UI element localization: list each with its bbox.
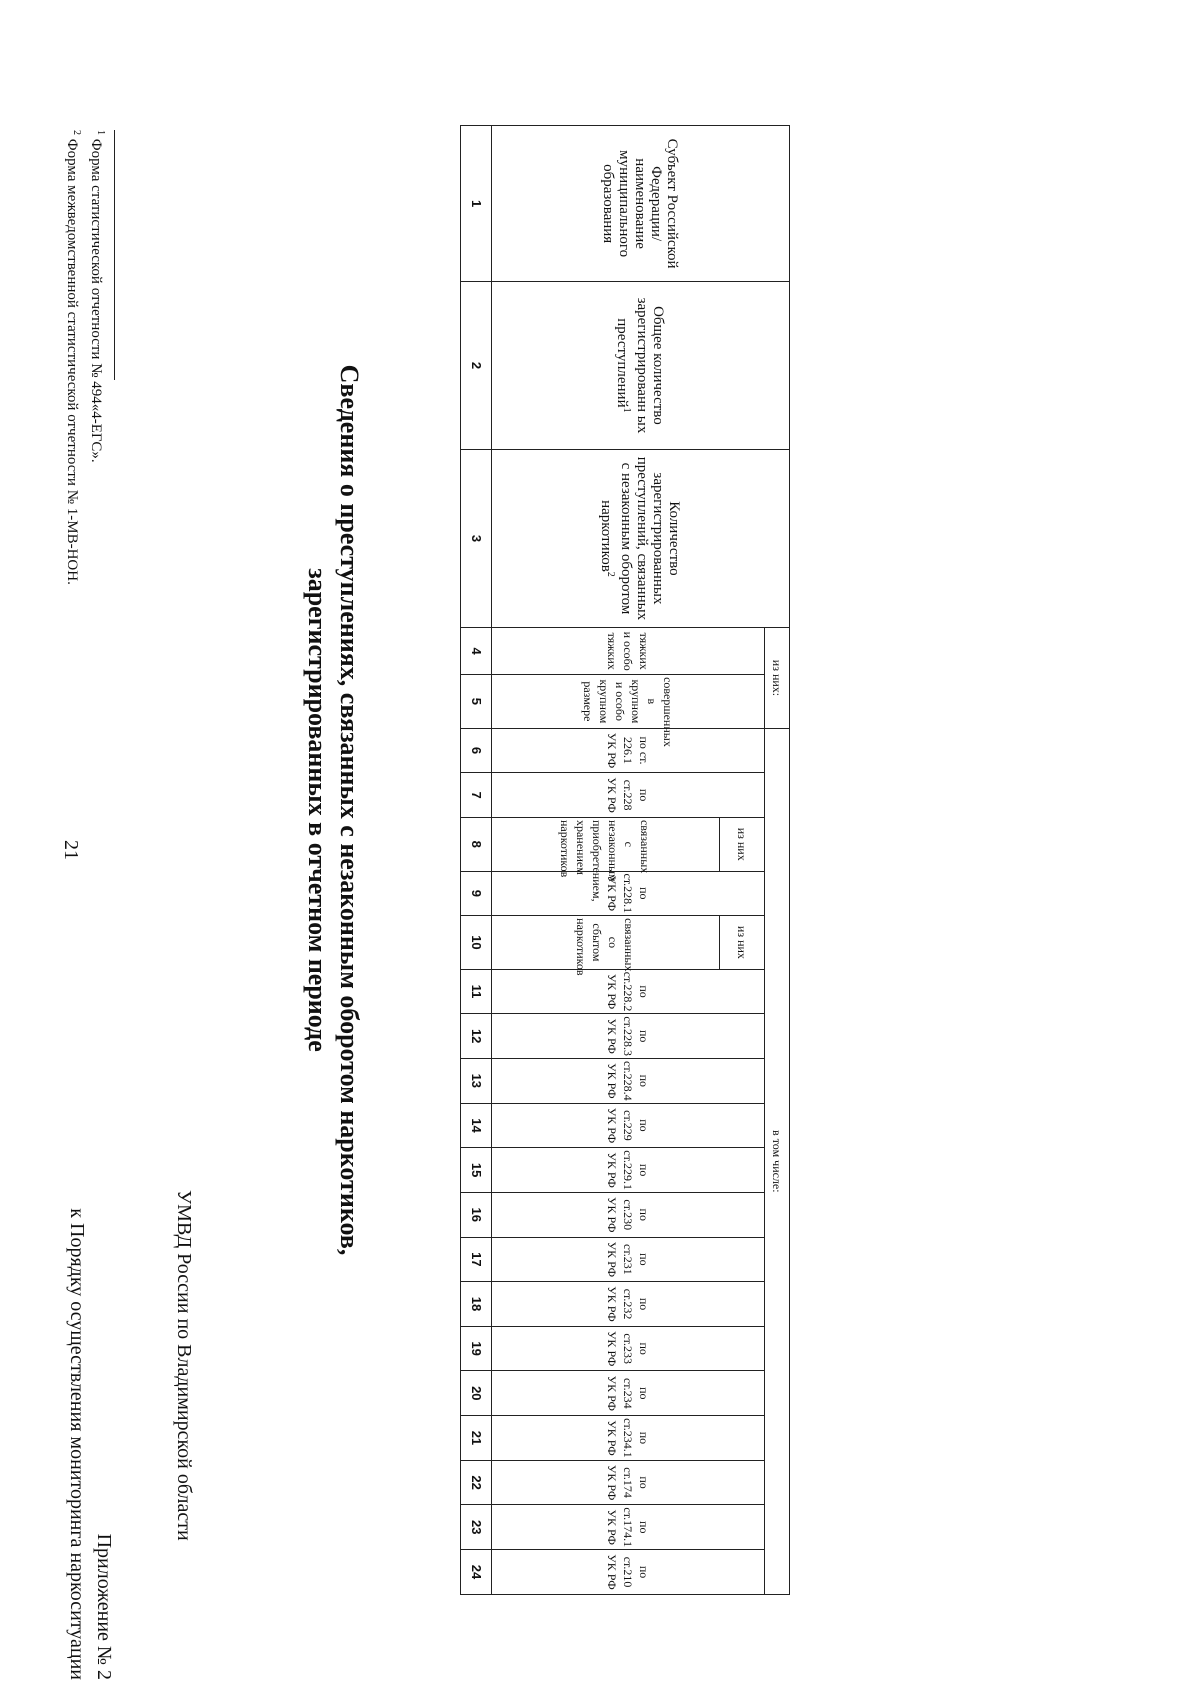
col8-header: связанных с незаконным приобретением, хранением наркотиков [492,817,720,871]
col13-header: по ст.228.4 УК РФ [492,1059,765,1104]
annex-title: Приложение № 2 [93,1533,115,1680]
report-table [460,125,790,1595]
column-number-cell: 12 [461,1014,492,1059]
iz-nih-header: из них: [765,628,790,728]
column-number-cell: 4 [461,628,492,675]
col17-header: по ст.231 УК РФ [492,1237,765,1282]
column-number-cell: 7 [461,773,492,818]
heading-line-2: зарегистрированных в отчетном периоде [303,568,332,1052]
report-heading [301,310,365,1310]
col14-header: по ст.229 УК РФ [492,1103,765,1148]
organization-name: УМВД России по Владимирской области [173,1190,195,1541]
heading-line-1: Сведения о преступлениях, связанных с незаконным оборотом наркотиков, [335,364,364,1256]
column-number-cell: 19 [461,1326,492,1371]
col11-header: по ст.228.2 УК РФ [492,969,765,1014]
page-number: 21 [60,840,82,860]
col18-header: по ст.232 УК РФ [492,1282,765,1327]
column-number-cell: 16 [461,1192,492,1237]
col12-header: по ст.228.3 УК РФ [492,1014,765,1059]
col16-header: по ст.230 УК РФ [492,1192,765,1237]
column-number-cell: 2 [461,282,492,449]
column-number-cell: 10 [461,916,492,970]
footnote-2: $^2$ Форма межведомственной статистической отчетности № 1-МВ-НОН. [64,130,82,585]
footnote-rule [114,130,115,380]
column-number-cell: 11 [461,969,492,1014]
col10-group-header: из них [720,916,765,970]
column-number-cell: 14 [461,1103,492,1148]
column-number-cell: 18 [461,1282,492,1327]
col3-header: Количество зарегистрированных преступлений, связанных с незаконным оборотом наркотиков$^2$ [492,449,790,628]
column-number-cell: 3 [461,449,492,628]
col2-header: Общее количество зарегистрированн ых преступлений$^1$ [492,282,790,449]
col20-header: по ст.234 УК РФ [492,1371,765,1416]
column-number-cell: 23 [461,1505,492,1550]
col4-header: тяжких и особо тяжких [492,628,765,675]
header-row-1 [765,126,790,1595]
col10-header: связанных со сбытом наркотиков [492,916,720,970]
col24-header: по ст.210 УК РФ [492,1550,765,1595]
col19-header: по ст.233 УК РФ [492,1326,765,1371]
column-number-row [461,126,492,1595]
annex-subtitle: к Порядку осуществления мониторинга наркоситуации [66,1208,88,1680]
column-number-cell: 17 [461,1237,492,1282]
footnote-1: $^1$ Форма статистической отчетности № 494«4-ЕГС». [88,130,106,463]
column-number-cell: 24 [461,1550,492,1595]
col22-header: по ст.174 УК РФ [492,1460,765,1505]
column-number-cell: 20 [461,1371,492,1416]
column-number-cell: 22 [461,1460,492,1505]
column-number-cell: 5 [461,675,492,729]
col21-header: по ст.234.1 УК РФ [492,1416,765,1461]
col7-header: по ст.228 УК РФ [492,773,765,818]
v-tom-chisle-header: в том числе: [765,728,790,1594]
column-number-cell: 15 [461,1148,492,1193]
col1-header: Субъект Российской Федерации/ наименование муниципального образования [492,126,790,282]
col8-group-header: из них [720,817,765,871]
column-number-cell: 6 [461,728,492,773]
footnotes [62,130,115,830]
column-number-cell: 9 [461,871,492,916]
col23-header: по ст.174.1 УК РФ [492,1505,765,1550]
column-number-cell: 1 [461,126,492,282]
column-number-cell: 8 [461,817,492,871]
col9-header: по ст.228.1 УК РФ [492,871,765,916]
column-number-cell: 21 [461,1416,492,1461]
column-number-cell: 13 [461,1059,492,1104]
col15-header: по ст.229.1 УК РФ [492,1148,765,1193]
col5-header: совершенных в крупном и особо крупном размере [492,675,765,729]
col6-header: по ст. 226.1 УК РФ [492,728,765,773]
